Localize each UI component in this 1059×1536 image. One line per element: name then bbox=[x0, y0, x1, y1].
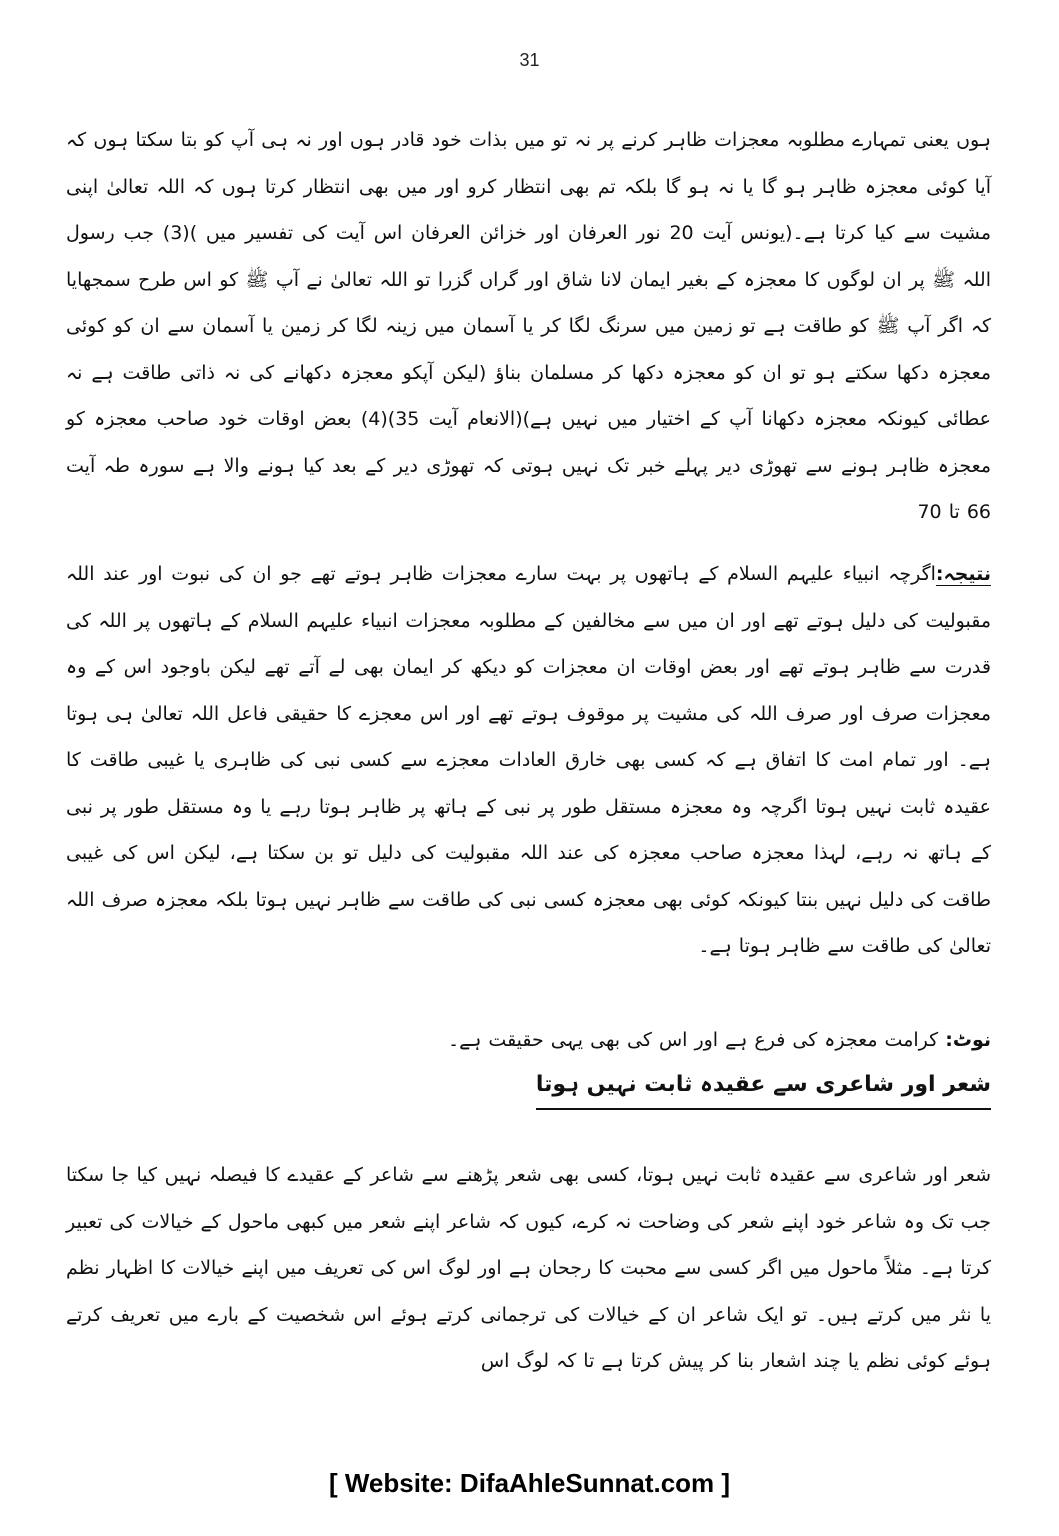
paragraph-text: ہوں یعنی تمہارے مطلوبہ معجزات ظاہر کرنے پر نہ تو میں بذات خود قادر ہوں اور نہ ہی آپ کو بتا سکتا ہوں کہ آیا کوئی معجزہ ظاہر ہو گا یا نہ ہو گا بلکہ تم بھی انتظار کرو اور میں بھی انتظار کرتا ہوں کہ اللہ تعالیٰ اپنی مشیت سے کیا کرتا ہے۔(یونس آیت 20 نور العرفان اور خزائن العرفان اس آیت کی تفسیر میں )(3) جب رسول اللہ ﷺ پر ان لوگوں کا معجزہ کے بغیر ایمان لانا شاق اور گراں گزرا تو اللہ تعالیٰ نے آپ ﷺ کو اس طرح سمجھایا کہ اگر آپ ﷺ کو طاقت ہے تو زمین میں سرنگ لگا کر یا آسمان میں زینہ لگا کر زمین یا آسمان سے ان کو کوئی معجزہ دکھا سکتے ہو تو ان کو معجزہ دکھا کر مسلمان بناؤ (لیکن آپکو معجزہ دکھانے کی نہ ذاتی طاقت ہے نہ عطائی کیونکہ معجزہ دکھانا آپ کے اختیار میں نہیں ہے)(الانعام آیت 35)(4) بعض اوقات خود صاحب معجزہ کو معجزہ ظاہر ہونے سے تھوڑی دیر پہلے خبر تک نہیں ہوتی کہ تھوڑی دیر کے بعد کیا ہونے والا ہے سورہ طہ آیت 66 تا 70 bbox=[66, 129, 992, 523]
paragraph-text: کرامت معجزہ کی فرع ہے اور اس کی بھی یہی حقیقت ہے۔ bbox=[447, 1029, 939, 1051]
paragraph-miracles-explanation bbox=[66, 117, 991, 536]
paragraph-note bbox=[66, 1017, 991, 1064]
paragraph-text: اگرچہ انبیاء علیہم السلام کے ہاتھوں پر بہت سارے معجزات ظاہر ہوتے تھے جو ان کی نبوت اور عند اللہ مقبولیت کی دلیل ہوتے تھے اور ان میں سے مخالفین کے مطلوبہ معجزات انبیاء علیہم السلام کے ہاتھوں پر اللہ کی قدرت سے ظاہر ہوتے تھے اور بعض اوقات ان معجزات کو دیکھ کر ایمان بھی لے آتے تھے لیکن باوجود اس کے وہ معجزات صرف اور صرف اللہ کی مشیت پر موقوف ہوتے تھے اور اس معجزے کا حقیقی فاعل اللہ تعالیٰ ہی ہوتا ہے۔ اور تمام امت کا اتفاق ہے کہ کسی بھی خارق العادات معجزے سے کسی نبی کی ظاہری یا غیبی طاقت کا عقیدہ ثابت نہیں ہوتا اگرچہ وہ معجزہ مستقل طور پر نبی کے ہاتھ پر ظاہر ہوتا رہے یا وہ مستقل طور پر نبی کے ہاتھ نہ رہے، لہذا معجزہ صاحب معجزہ کی عند اللہ مقبولیت کی دلیل تو بن سکتا ہے، لیکن اس کی غیبی طاقت کی دلیل نہیں بنتا کیونکہ کوئی بھی معجزہ کسی نبی کی طاقت سے ظاہر نہیں ہوتا بلکہ معجزہ صرف اللہ تعالیٰ کی طاقت سے ظاہر ہوتا ہے۔ bbox=[66, 563, 991, 957]
paragraph-text: شعر اور شاعری سے عقیدہ ثابت نہیں ہوتا، کسی بھی شعر پڑھنے سے شاعر کے عقیدے کا فیصلہ نہیں کیا جا سکتا جب تک وہ شاعر خود اپنے شعر کی وضاحت نہ کرے، کیوں کہ شاعر اپنے شعر میں کبھی ماحول کے خیالات کی تعبیر کرتا ہے۔ مثلاً ماحول میں اگر کسی سے محبت کا رجحان ہے اور لوگ اس کی تعریف میں اپنے خیالات کا اظہار نظم یا نثر میں کرتے ہیں۔ تو ایک شاعر ان کے خیالات کی ترجمانی کرتے ہوئے اس شخصیت کے بارے میں تعریف کرتے ہوئے کوئی نظم یا چند اشعار بنا کر پیش کرتا ہے تا کہ لوگ اس bbox=[66, 1164, 991, 1372]
page-number: 31 bbox=[519, 50, 540, 70]
paragraph-conclusion bbox=[66, 551, 991, 970]
note-label: نوٹ: bbox=[945, 1029, 991, 1051]
section-heading-wrap bbox=[66, 1068, 991, 1110]
conclusion-label: نتیجہ: bbox=[935, 563, 991, 585]
website-footer: [ Website: DifaAhleSunnat.com ] bbox=[328, 1468, 731, 1498]
paragraph-poetry bbox=[66, 1152, 991, 1385]
section-heading: شعر اور شاعری سے عقیدہ ثابت نہیں ہوتا bbox=[536, 1068, 991, 1110]
